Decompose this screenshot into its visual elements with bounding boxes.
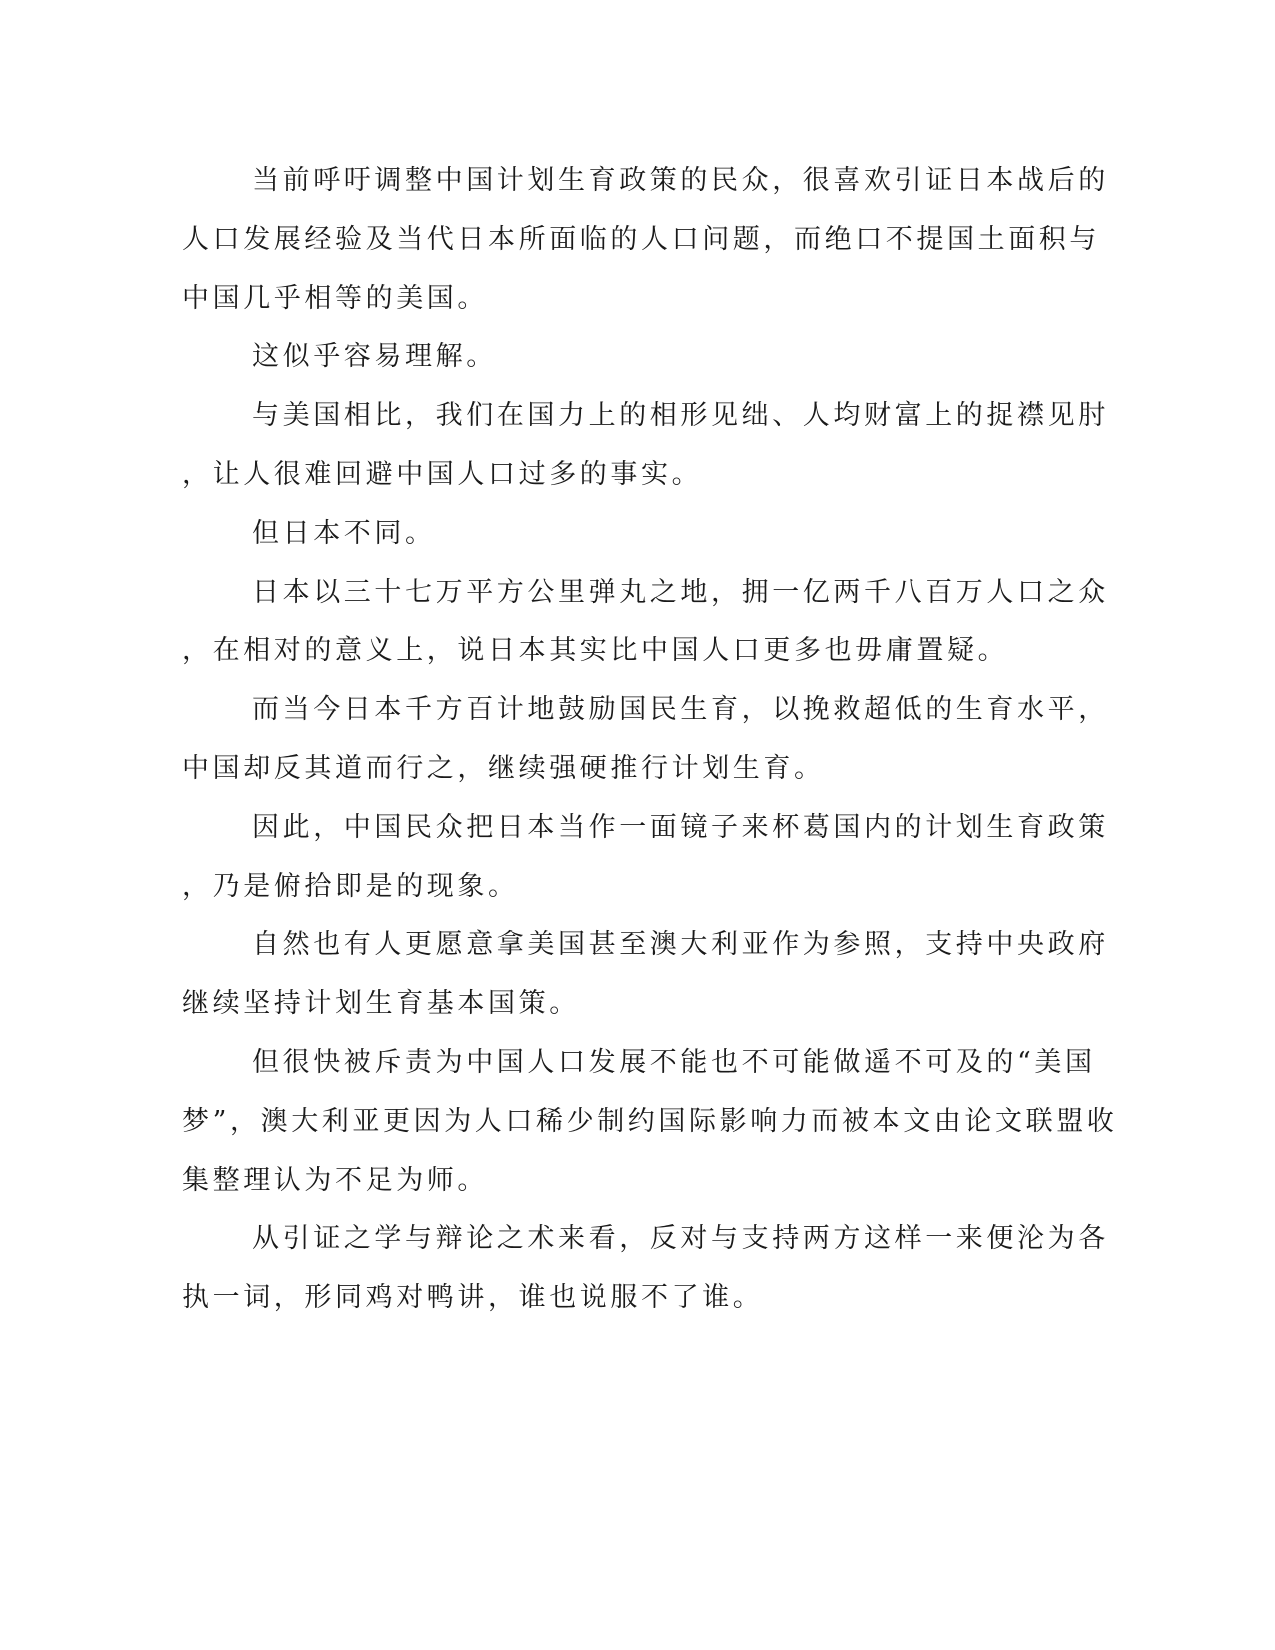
text-line bbox=[182, 799, 1109, 858]
text-line bbox=[182, 916, 1109, 975]
text-line-content: 从引证之学与辩论之术来看，反对与支持两方这样一来便沦为各 bbox=[252, 1223, 1109, 1255]
text-line: ，在相对的意义上，说日本其实比中国人口更多也毋庸置疑。 bbox=[182, 635, 1009, 667]
text-line-content: 当前呼吁调整中国计划生育政策的民众，很喜欢引证日本战后的 bbox=[252, 165, 1109, 196]
text-line: 中国几乎相等的美国。 bbox=[182, 282, 488, 314]
text-line: 继续坚持计划生育基本国策。 bbox=[182, 988, 580, 1020]
text-line: ，乃是俯拾即是的现象。 bbox=[182, 870, 519, 902]
text-line bbox=[182, 328, 1028, 387]
text-line: 梦”，澳大利亚更因为人口稀少制约国际影响力而被本文由论文联盟收 bbox=[182, 1105, 1118, 1137]
paragraph-3 bbox=[182, 387, 1109, 505]
paragraph-5 bbox=[182, 564, 1109, 682]
paragraph-4 bbox=[182, 505, 1028, 564]
paragraph-8 bbox=[182, 916, 1109, 1034]
text-line-content: 自然也有人更愿意拿美国甚至澳大利亚作为参照，支持中央政府 bbox=[252, 929, 1109, 961]
paragraph-6 bbox=[182, 681, 1109, 799]
text-line bbox=[182, 1210, 1109, 1269]
paragraph-2 bbox=[182, 328, 1028, 387]
text-line: 人口发展经验及当代日本所面临的人口问题，而绝口不提国土面积与 bbox=[182, 223, 1100, 255]
text-line bbox=[182, 152, 1109, 211]
text-line-content: 但很快被斥责为中国人口发展不能也不可能做遥不可及的“美国 bbox=[252, 1046, 1096, 1078]
text-line: 执一词，形同鸡对鸭讲，谁也说服不了谁。 bbox=[182, 1282, 764, 1314]
text-line-content: 但日本不同。 bbox=[252, 517, 436, 549]
text-line-content: 因此，中国民众把日本当作一面镜子来杯葛国内的计划生育政策 bbox=[252, 811, 1109, 843]
text-line-content: 这似乎容易理解。 bbox=[252, 341, 497, 373]
paragraph-7 bbox=[182, 799, 1109, 917]
paragraph-1 bbox=[182, 152, 1109, 328]
text-line: 中国却反其道而行之，继续强硬推行计划生育。 bbox=[182, 752, 825, 784]
text-line-content: 与美国相比，我们在国力上的相形见绌、人均财富上的捉襟见肘 bbox=[252, 400, 1109, 432]
text-line-content: 而当今日本千方百计地鼓励国民生育，以挽救超低的生育水平， bbox=[252, 694, 1109, 726]
text-line: ，让人很难回避中国人口过多的事实。 bbox=[182, 458, 703, 490]
text-line bbox=[182, 505, 1028, 564]
text-line bbox=[182, 387, 1109, 446]
text-line bbox=[182, 681, 1109, 740]
text-line bbox=[182, 1034, 1096, 1093]
text-line bbox=[182, 564, 1109, 623]
paragraph-9 bbox=[182, 1034, 1118, 1210]
text-line: 集整理认为不足为师。 bbox=[182, 1164, 488, 1196]
body-text bbox=[182, 152, 1118, 1328]
paragraph-10 bbox=[182, 1210, 1109, 1328]
text-line-content: 日本以三十七万平方公里弹丸之地，拥一亿两千八百万人口之众 bbox=[252, 576, 1109, 608]
